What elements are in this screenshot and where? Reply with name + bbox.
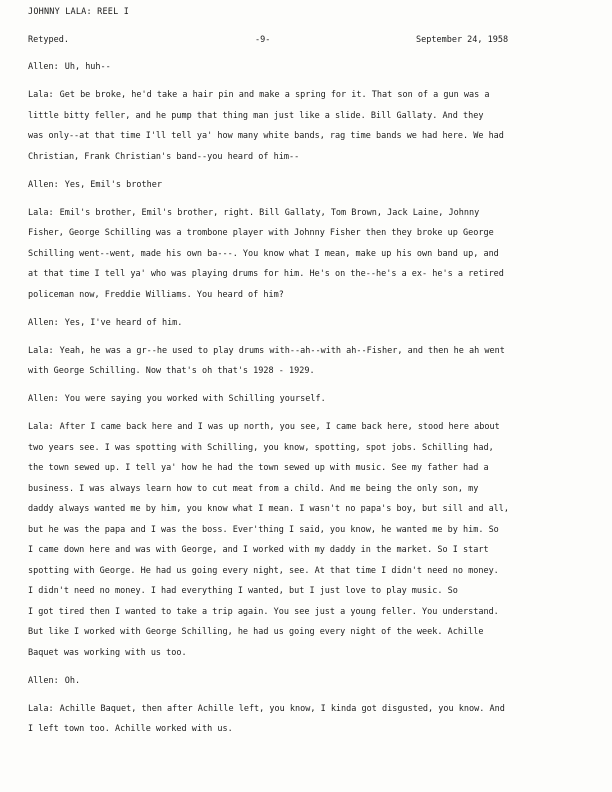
line-text: I came down here and was with George, and I worked with my daddy in the market. So I start [28, 545, 489, 555]
transcript-line [28, 581, 576, 602]
line-text: Christian, Frank Christian's band--you heard of him-- [28, 151, 300, 162]
retyped-note: Retyped. [28, 35, 69, 45]
transcript-line [28, 264, 576, 285]
speaker-label: Allen: [28, 394, 59, 404]
transcript-line [28, 719, 576, 740]
meta-row [28, 35, 568, 47]
transcript-line [28, 417, 576, 438]
transcript-line [28, 520, 576, 541]
speaker-label: Allen: [28, 179, 59, 190]
transcript-line [28, 561, 576, 582]
transcript-line [28, 313, 576, 334]
transcript-paragraph [28, 203, 576, 306]
transcript-line [28, 602, 576, 623]
transcript-paragraph [28, 699, 576, 740]
transcript-line [28, 671, 576, 692]
line-text: I left town too. Achille worked with us. [28, 724, 233, 734]
transcript-line [28, 458, 576, 479]
speaker-label: Allen: [28, 675, 59, 686]
transcript-line [28, 57, 576, 78]
transcript-line [28, 622, 576, 643]
line-text: with George Schilling. Now that's oh that's 1928 - 1929. [28, 366, 315, 376]
line-text: was only--at that time I'll tell ya' how many white bands, rag time bands we had here. We had [28, 131, 504, 141]
line-text: policeman now, Freddie Williams. You heard of him? [28, 289, 284, 300]
line-text: Emil's brother, Emil's brother, right. Bill Gallaty, Tom Brown, Jack Laine, Johnny [59, 207, 480, 218]
transcript-line [28, 126, 576, 147]
line-text: Yes, I've heard of him. [64, 317, 183, 328]
transcript-paragraph [28, 175, 576, 196]
line-text: business. I was always learn how to cut meat from a child. And me being the only son, my [28, 483, 479, 494]
line-text: I didn't need no money. I had everything I wanted, but I just love to play music. So [28, 586, 458, 596]
line-text: daddy always wanted me by him, you know what I mean. I wasn't no papa's boy, but sill and all, [28, 504, 510, 514]
line-text: But like I worked with George Schilling, he had us going every night of the week. Achille [28, 627, 484, 637]
line-text: Achille Baquet, then after Achille left, you know, I kinda got disgusted, you know. And [59, 703, 505, 714]
transcript-body [28, 57, 576, 747]
speaker-label: Allen: [28, 317, 59, 328]
transcript-line [28, 499, 576, 520]
transcript-line [28, 203, 576, 224]
transcript-line [28, 389, 576, 410]
speaker-label: Allen: [28, 62, 59, 72]
line-text: Fisher, George Schilling was a trombone player with Johnny Fisher then they broke up George [28, 228, 494, 238]
speaker-label: Lala: [28, 90, 54, 100]
transcript-paragraph [28, 313, 576, 334]
transcript-line [28, 540, 576, 561]
document-date: September 24, 1958 [416, 35, 509, 45]
transcript-line [28, 147, 576, 168]
speaker-label: Lala: [28, 422, 54, 432]
speaker-label: Lala: [28, 703, 54, 714]
transcript-paragraph [28, 85, 576, 167]
line-text: but he was the papa and I was the boss. Ever'thing I said, you know, he wanted me by him. So [28, 524, 499, 535]
transcript-line [28, 175, 576, 196]
line-text: I got tired then I wanted to take a trip again. You see just a young feller. You understand. [28, 606, 499, 617]
transcript-line [28, 341, 576, 362]
transcript-paragraph [28, 417, 576, 663]
line-text: You were saying you worked with Schilling yourself. [64, 394, 326, 404]
transcript-line [28, 643, 576, 664]
line-text: Oh. [64, 675, 81, 686]
transcript-paragraph [28, 389, 576, 410]
transcript-line [28, 223, 576, 244]
transcript-line [28, 438, 576, 459]
line-text: two years see. I was spotting with Schilling, you know, spotting, spot jobs. Schilling had, [28, 442, 494, 453]
transcript-line [28, 106, 576, 127]
transcript-line [28, 244, 576, 265]
transcript-line [28, 85, 576, 106]
line-text: Schilling went--went, made his own ba---. You know what I mean, make up his own band up, and [28, 248, 499, 259]
transcript-paragraph [28, 671, 576, 692]
transcript-line [28, 479, 576, 500]
speaker-label: Lala: [28, 345, 54, 356]
line-text: at that time I tell ya' who was playing drums for him. He's on the--he's a ex- he's a retired [28, 269, 504, 279]
line-text: little bitty feller, and he pump that thing man just like a slide. Bill Gallaty. And they [28, 110, 484, 121]
line-text: Uh, huh-- [64, 62, 111, 72]
speaker-label: Lala: [28, 207, 54, 218]
line-text: Get be broke, he'd take a hair pin and make a spring for it. That son of a gun was a [59, 90, 490, 100]
transcript-paragraph [28, 341, 576, 382]
transcript-line [28, 285, 576, 306]
transcript-line [28, 699, 576, 720]
line-text: Yes, Emil's brother [64, 179, 162, 190]
line-text: the town sewed up. I tell ya' how he had the town sewed up with music. See my father had a [28, 463, 489, 473]
line-text: After I came back here and I was up north, you see, I came back here, stood here about [59, 422, 500, 432]
transcript-line [28, 361, 576, 382]
line-text: Yeah, he was a gr--he used to play drums with--ah--with ah--Fisher, and then he ah went [59, 345, 505, 356]
transcript-paragraph [28, 57, 576, 78]
document-header: JOHNNY LALA: REEL I [28, 7, 130, 17]
line-text: Baquet was working with us too. [28, 647, 187, 658]
line-text: spotting with George. He had us going every night, see. At that time I didn't need no money. [28, 565, 499, 576]
page-number: -9- [255, 35, 271, 45]
